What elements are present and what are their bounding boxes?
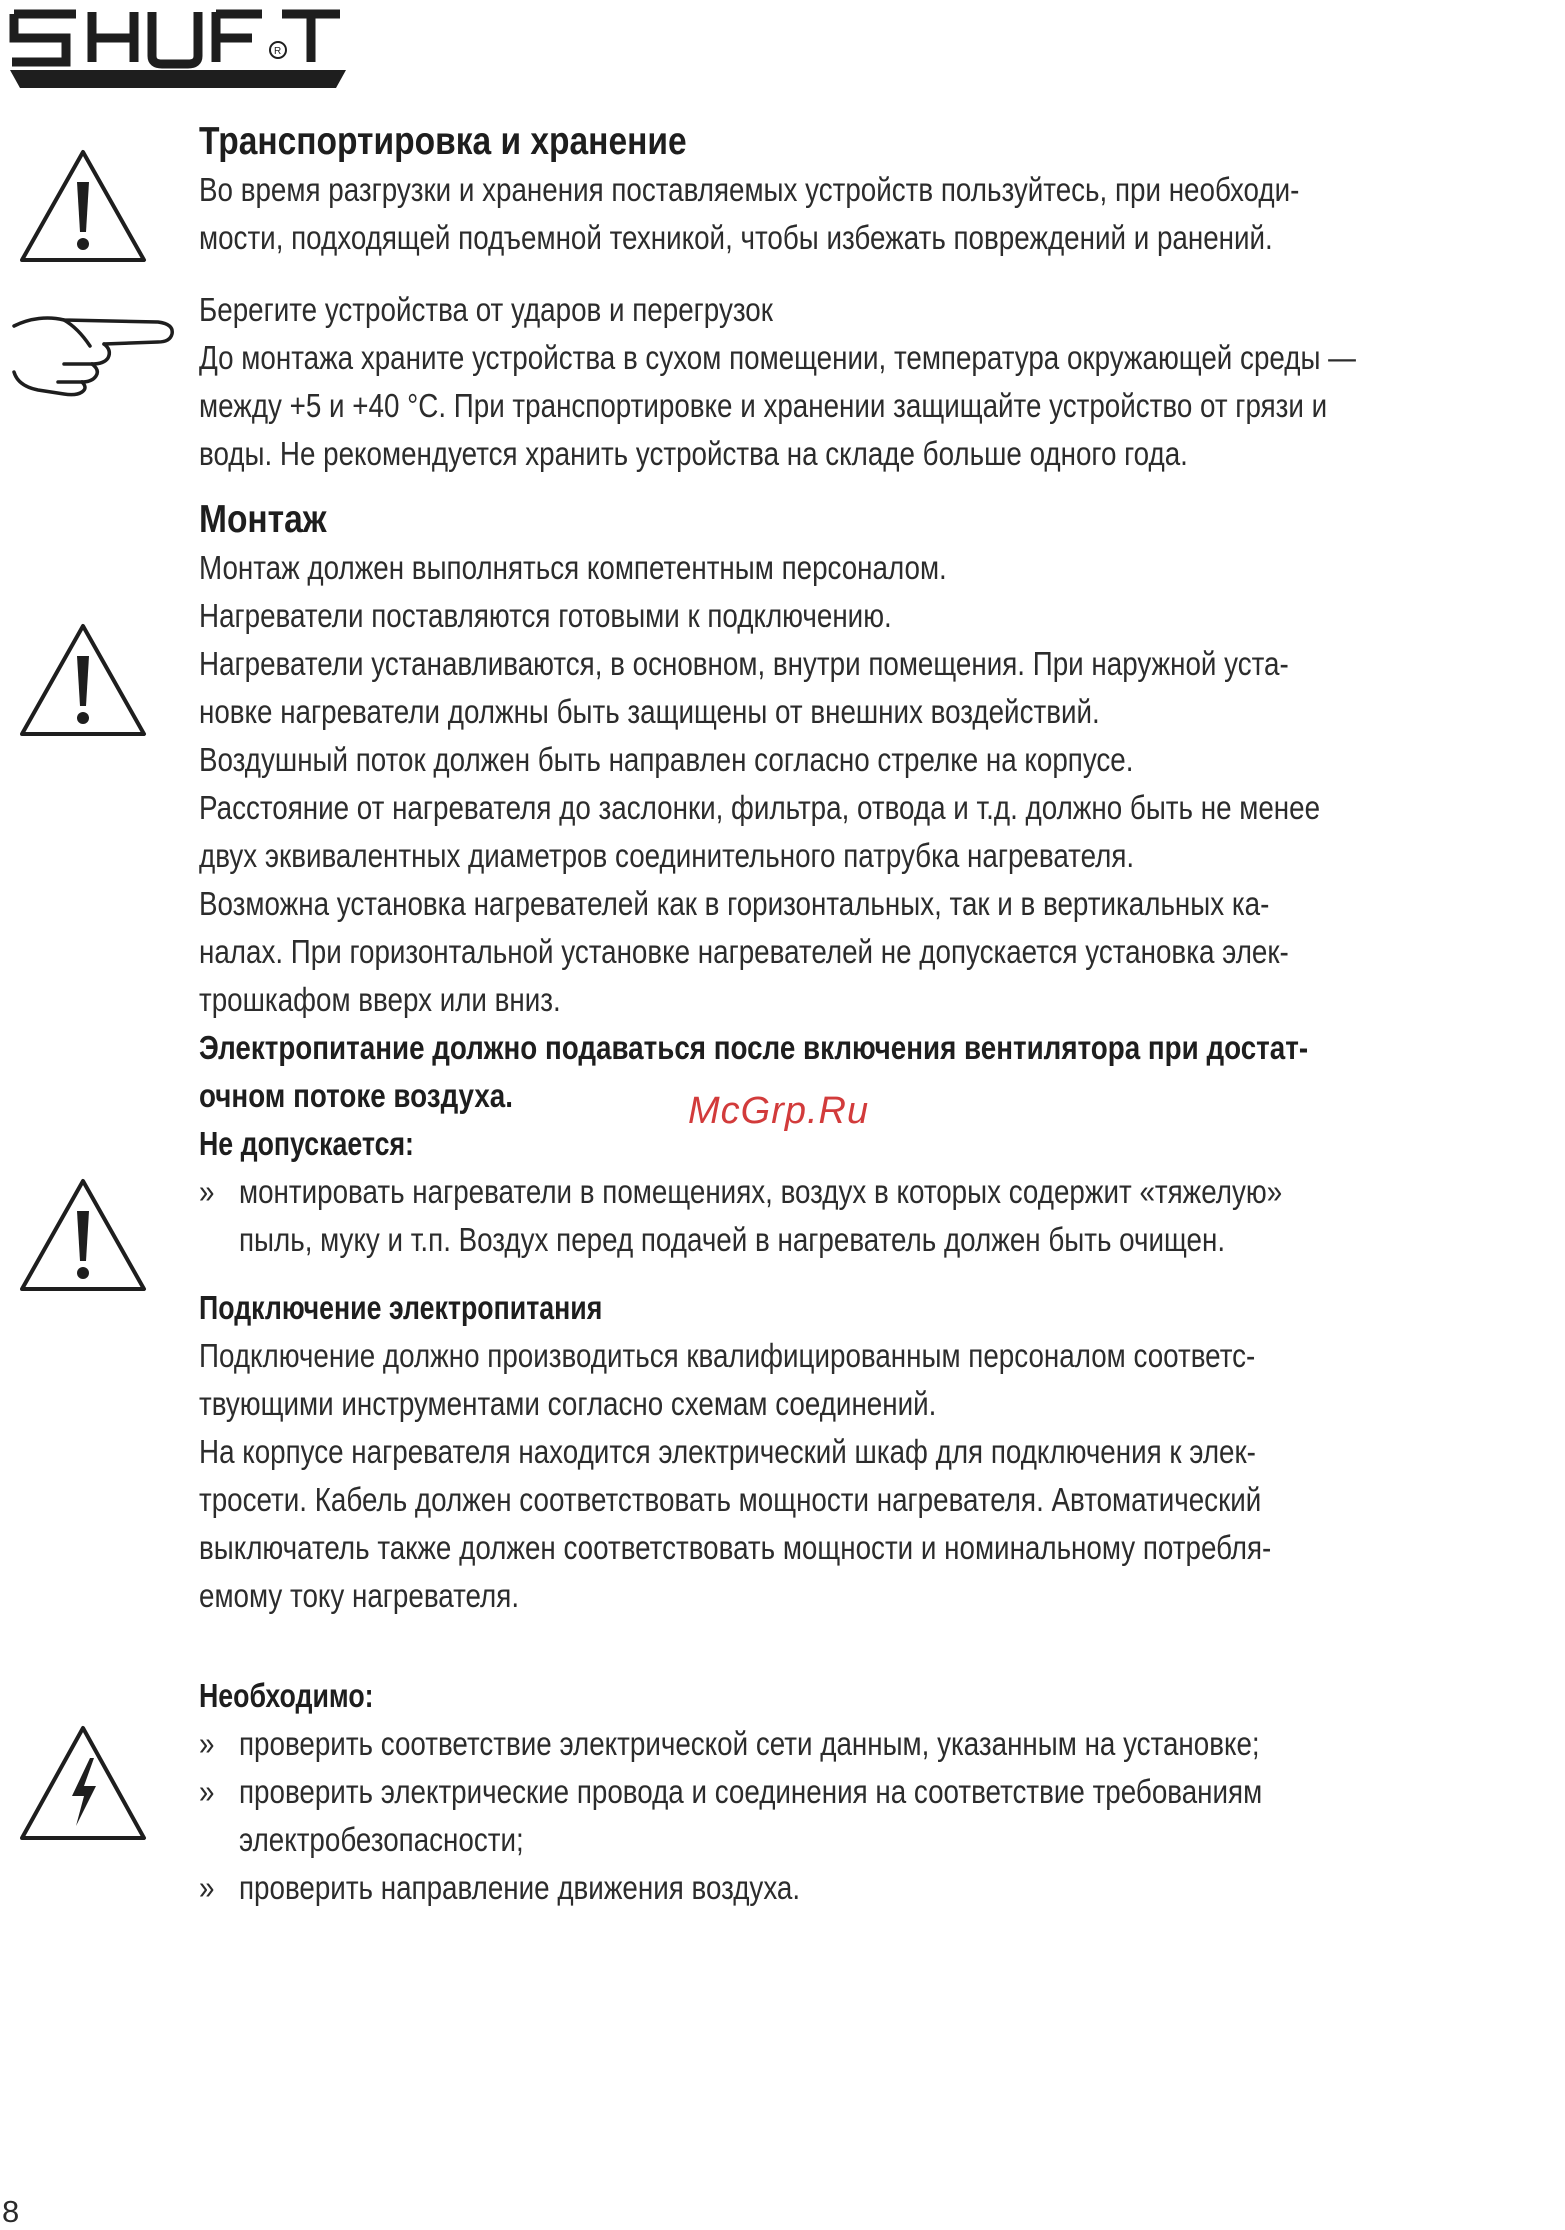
bullet-mark: » [199,1773,215,1810]
bold-text-line: Электропитание должно подаваться после включения вентилятора при достат- [199,1029,1309,1066]
text-line: мости, подходящей подъемной техникой, чтобы избежать повреждений и ранений. [199,219,1273,256]
bullet-mark: » [199,1173,215,1210]
bullet-mark: » [199,1725,215,1762]
subsection-title-not-allowed: Не допускается: [199,1125,414,1162]
text-line: Во время разгрузки и хранения поставляемых устройств пользуйтесь, при необходи- [199,171,1300,208]
high-voltage-icon [16,1722,150,1844]
list-item [199,1768,1564,1864]
text-line: емому току нагревателя. [199,1577,520,1614]
text-line: Монтаж должен выполняться компетентным персоналом. [199,549,947,586]
text-line: новке нагреватели должны быть защищены от внешних воздействий. [199,693,1100,730]
text-line: твующими инструментами согласно схемам соединений. [199,1385,937,1422]
text-line: проверить соответствие электрической сети данным, указанным на установке; [239,1725,1260,1762]
text-line: Возможна установка нагревателей как в горизонтальных, так и в вертикальных ка- [199,885,1270,922]
document-body [199,118,1564,1912]
list-item [199,1864,1564,1912]
text-line: проверить направление движения воздуха. [239,1869,801,1906]
watermark: McGrp.Ru [688,1090,870,1132]
pointing-hand-icon [8,306,180,398]
text-line: монтировать нагреватели в помещениях, воздух в которых содержит «тяжелую» [239,1173,1283,1210]
text-line: трошкафом вверх или вниз. [199,981,561,1018]
text-line: между +5 и +40 °C. При транспортировке и хранении защищайте устройство от грязи и [199,387,1328,424]
text-line: Нагреватели поставляются готовыми к подключению. [199,597,892,634]
text-line: Нагреватели устанавливаются, в основном, внутри помещения. При наружной уста- [199,645,1289,682]
text-line: Подключение должно производиться квалифицированным персоналом соответс- [199,1337,1256,1374]
page-number: 8 [2,2194,20,2229]
shuft-logo [6,4,350,92]
logo-text: R [274,46,282,57]
bold-text-line: очном потоке воздуха. [199,1077,513,1114]
list-item [199,1168,1564,1264]
text-line: электробезопасности; [239,1821,524,1858]
text-line: двух эквивалентных диаметров соединительного патрубка нагревателя. [199,837,1135,874]
text-line: проверить электрические провода и соединения на соответствие требованиям [239,1773,1263,1810]
text-line: налах. При горизонтальной установке нагревателей не допускается установка элек- [199,933,1289,970]
text-line: Воздушный поток должен быть направлен согласно стрелке на корпусе. [199,741,1134,778]
text-line: воды. Не рекомендуется хранить устройства на складе больше одного года. [199,435,1188,472]
warning-triangle-icon [16,1175,150,1295]
list-item [199,1720,1564,1768]
text-line: Берегите устройства от ударов и перегрузок [199,291,773,328]
text-line: выключатель также должен соответствовать мощности и номинальному потребля- [199,1529,1272,1566]
text-line: Расстояние от нагревателя до заслонки, фильтра, отвода и т.д. должно быть не менее [199,789,1321,826]
text-line: тросети. Кабель должен соответствовать мощности нагревателя. Автоматический [199,1481,1262,1518]
subsection-title-required: Необходимо: [199,1677,374,1714]
text-line: На корпусе нагревателя находится электрический шкаф для подключения к элек- [199,1433,1256,1470]
section-title-transport: Транспортировка и хранение [199,120,687,163]
text-line: До монтажа храните устройства в сухом помещении, температура окружающей среды — [199,339,1356,376]
text-line: пыль, муку и т.п. Воздух перед подачей в нагреватель должен быть очищен. [239,1221,1226,1258]
section-title-mounting: Монтаж [199,498,327,541]
bullet-mark: » [199,1869,215,1906]
warning-triangle-icon [16,620,150,740]
warning-triangle-icon [16,146,150,266]
subsection-title-power: Подключение электропитания [199,1289,603,1326]
